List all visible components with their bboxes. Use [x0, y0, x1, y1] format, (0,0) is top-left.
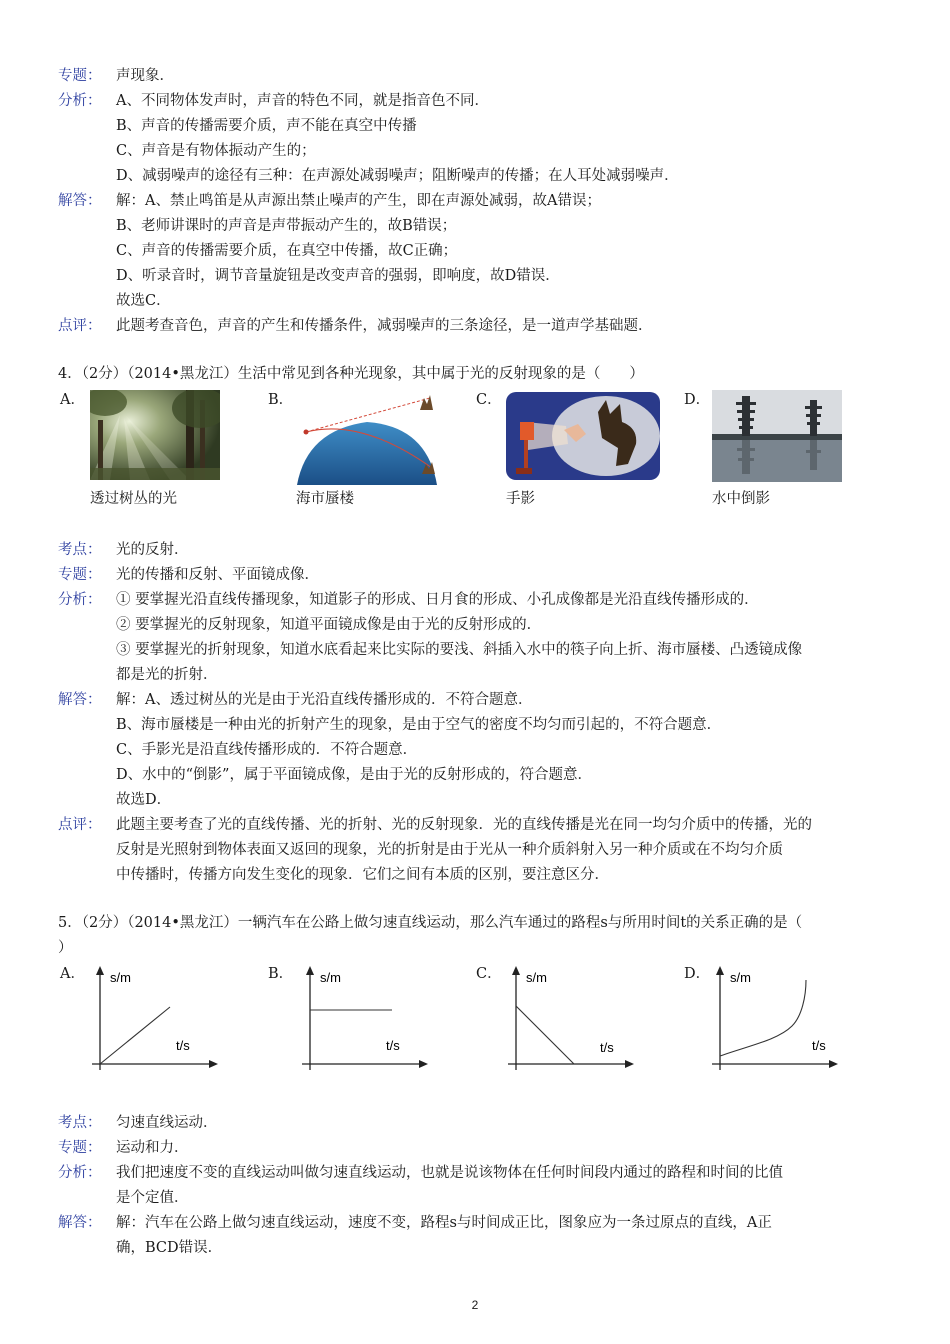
q4-jieda-line: 故选D．	[116, 792, 172, 808]
q4-option-c-caption: 手影	[506, 491, 535, 507]
q4-jieda-line: D、水中的“倒影”，属于平面镜成像，是由于光的反射形成的，符合题意．	[116, 767, 592, 783]
q4-option-b-letter: B．	[268, 392, 294, 408]
y-axis-arrow	[306, 966, 314, 975]
y-axis-arrow	[96, 966, 104, 975]
q4-option-c-letter: C．	[476, 392, 502, 408]
q5-zhuanti: 专题： 运动和力．	[58, 1136, 189, 1160]
q4-zhuanti: 专题： 光的传播和反射、平面镜成像．	[58, 563, 319, 587]
q5-jieda-line: 确，BCD错误．	[116, 1240, 223, 1256]
label-fenxi: 分析：	[58, 1165, 102, 1181]
label-fenxi: 分析：	[58, 93, 102, 109]
q4-fenxi-line: ③ 要掌握光的折射现象，知道水底看起来比实际的要浅、斜插入水中的筷子向上折、海市蜃楼、凸透镜成像	[116, 642, 803, 658]
y-axis-arrow	[716, 966, 724, 975]
q4-option-a-letter: A．	[60, 392, 85, 408]
graph-b	[298, 966, 428, 1086]
y-axis-arrow	[512, 966, 520, 975]
label-jieda: 解答：	[58, 692, 102, 708]
x-axis-arrow	[209, 1060, 218, 1068]
x-axis-arrow	[829, 1060, 838, 1068]
q4-fenxi-line: ② 要掌握光的反射现象，知道平面镜成像是由于光的反射形成的．	[116, 617, 542, 633]
label-kaodian: 考点：	[58, 542, 102, 558]
graph-d	[708, 966, 838, 1086]
label-dianping: 点评：	[58, 817, 102, 833]
block1-jieda-line: B、老师讲课时的声音是声带振动产生的，故B错误；	[116, 218, 457, 234]
block1-fenxi-line: B、声音的传播需要介质，声不能在真空中传播	[116, 118, 417, 134]
q4-kaodian: 考点： 光的反射．	[58, 538, 189, 562]
q5-option-b-letter: B．	[268, 966, 294, 982]
block1-fenxi-line: C、声音是有物体振动产生的；	[116, 143, 316, 159]
q4-option-a-caption: 透过树丛的光	[90, 491, 177, 507]
label-kaodian: 考点：	[58, 1115, 102, 1131]
q4-dianping: 点评： 此题主要考查了光的直线传播、光的折射、光的反射现象．光的直线传播是光在同一均匀介质中的传播，光的	[58, 813, 812, 837]
q4-jieda: 解答： 解：A、透过树丛的光是由于光沿直线传播形成的．不符合题意．	[58, 688, 532, 712]
q5-option-a-letter: A．	[60, 966, 85, 982]
block1-dianping: 点评： 此题考查音色，声音的产生和传播条件，减弱噪声的三条途径，是一道声学基础题．	[58, 314, 653, 338]
q4-fenxi-line: 都是光的折射．	[116, 667, 218, 683]
q4-jieda-line: B、海市蜃楼是一种由光的折射产生的现象，是由于空气的密度不均匀而引起的，不符合题意．	[116, 717, 722, 733]
block1-jieda-line: D、听录音时，调节音量旋钮是改变声音的强弱，即响度，故D错误．	[116, 268, 560, 284]
forest-light-image	[90, 390, 220, 480]
graph-line	[100, 1007, 170, 1064]
label-jieda: 解答：	[58, 1215, 102, 1231]
q5-fenxi: 分析： 我们把速度不变的直线运动叫做匀速直线运动，也就是说该物体在任何时间段内通过的路程和时间的比值	[58, 1161, 783, 1185]
graph-a	[88, 966, 218, 1086]
y-axis-label: s/m	[110, 970, 131, 985]
x-axis-label: t/s	[600, 1040, 614, 1055]
y-axis-label: s/m	[526, 970, 547, 985]
graph-line	[516, 1006, 574, 1064]
block1-fenxi: 分析： A、不同物体发声时，声音的特色不同，就是指音色不同．	[58, 89, 489, 113]
q5-option-d-letter: D．	[684, 966, 711, 982]
q4-fenxi: 分析： ① 要掌握光沿直线传播现象，知道影子的形成、日月食的形成、小孔成像都是光沿直线传播形成的．	[58, 588, 759, 612]
water-reflection-image	[712, 390, 842, 482]
q5-option-c-letter: C．	[476, 966, 502, 982]
x-axis-label: t/s	[386, 1038, 400, 1053]
label-jieda: 解答：	[58, 193, 102, 209]
q4-jieda-line: C、手影光是沿直线传播形成的．不符合题意．	[116, 742, 418, 758]
q4-stem: 4．（2分）（2014•黑龙江）生活中常见到各种光现象，其中属于光的反射现象的是（ ）	[58, 366, 644, 382]
q5-stem-cont: ）	[58, 940, 73, 956]
block1-zhuanti: 专题： 声现象．	[58, 64, 174, 88]
label-fenxi: 分析：	[58, 592, 102, 608]
label-dianping: 点评：	[58, 318, 102, 334]
label-zhuanti: 专题：	[58, 1140, 102, 1156]
q5-kaodian: 考点： 匀速直线运动．	[58, 1111, 218, 1135]
block1-jieda-line: C、声音的传播需要介质，在真空中传播，故C正确；	[116, 243, 458, 259]
graph-c	[504, 966, 634, 1086]
block1-jieda: 解答： 解：A、禁止鸣笛是从声源出禁止噪声的产生，即在声源处减弱，故A错误；	[58, 189, 601, 213]
hand-shadow-image	[506, 392, 660, 480]
page-number: 2	[471, 1298, 479, 1312]
q4-dianping-line: 反射是光照射到物体表面又返回的现象，光的折射是由于光从一种介质斜射入另一种介质或在不均匀介质	[116, 842, 783, 858]
q4-option-b-caption: 海市蜃楼	[296, 491, 354, 507]
q4-option-d-caption: 水中倒影	[712, 491, 770, 507]
x-axis-label: t/s	[812, 1038, 826, 1053]
mirage-image	[292, 390, 442, 485]
q4-option-d-letter: D．	[684, 392, 711, 408]
x-axis-arrow	[419, 1060, 428, 1068]
block1-fenxi-line: D、减弱噪声的途径有三种：在声源处减弱噪声；阻断噪声的传播；在人耳处减弱噪声．	[116, 168, 679, 184]
x-axis-arrow	[625, 1060, 634, 1068]
graph-curve	[720, 980, 806, 1056]
q5-fenxi-line: 是个定值．	[116, 1190, 189, 1206]
q5-stem: 5．（2分）（2014•黑龙江）一辆汽车在公路上做匀速直线运动，那么汽车通过的路程s与所用时间t的关系正确的是（	[58, 915, 803, 931]
y-axis-label: s/m	[730, 970, 751, 985]
x-axis-label: t/s	[176, 1038, 190, 1053]
label-zhuanti: 专题：	[58, 567, 102, 583]
q5-jieda: 解答： 解：汽车在公路上做匀速直线运动，速度不变，路程s与时间成正比，图象应为一条过原点的直线，A正	[58, 1211, 772, 1235]
q4-dianping-line: 中传播时，传播方向发生变化的现象．它们之间有本质的区别，要注意区分．	[116, 867, 609, 883]
label-zhuanti: 专题：	[58, 68, 102, 84]
block1-jieda-line: 故选C．	[116, 293, 171, 309]
y-axis-label: s/m	[320, 970, 341, 985]
